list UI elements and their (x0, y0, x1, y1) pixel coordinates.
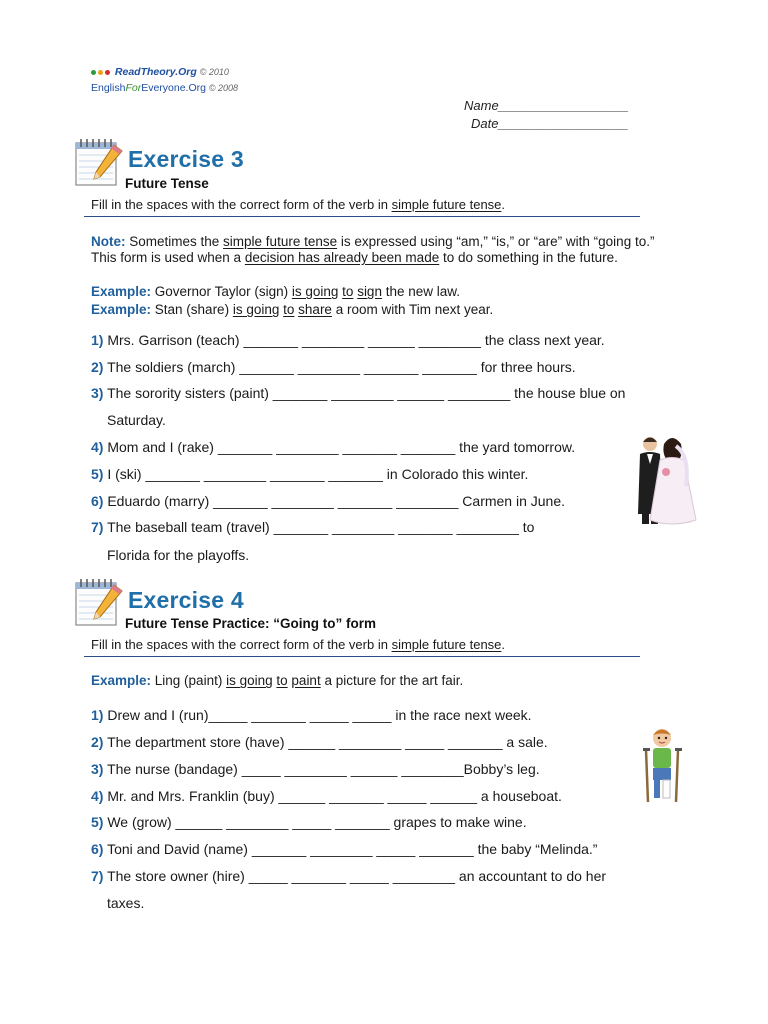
item-number: 5) (91, 814, 104, 830)
item-text: The baseball team (travel) _______ ________ _______ ________ to (103, 519, 535, 535)
note-line-1 (91, 234, 654, 250)
example-underlined: to (276, 673, 288, 688)
example-underlined: is going (291, 284, 339, 299)
example-line (91, 284, 460, 300)
item-text: Mr. and Mrs. Franklin (buy) ______ _______ _____ ______ a houseboat. (103, 788, 562, 804)
example-underlined: is going (232, 302, 280, 317)
exercise-item-continuation (107, 546, 249, 564)
instr-underlined: simple future tense (391, 637, 502, 652)
efe-copyright: © 2008 (208, 83, 239, 93)
item-text: The store owner (hire) _____ _______ _____ ________ an accountant to do her (103, 868, 607, 884)
item-number: 3) (91, 385, 104, 401)
item-text: Mrs. Garrison (teach) _______ ________ ______ ________ the class next year. (103, 332, 605, 348)
readtheory-copyright: © 2010 (199, 67, 229, 77)
instr-period: . (501, 197, 506, 212)
exercise3-rule (84, 216, 640, 217)
instr-text: Fill in the spaces with the correct form of the verb in (91, 197, 392, 212)
note-text: Sometimes the (125, 234, 224, 249)
item-number: 4) (91, 788, 104, 804)
boy-crutches-clipart (640, 726, 688, 804)
example-line (91, 673, 463, 689)
item-text: Toni and David (name) _______ ________ _____ _______ the baby “Melinda.” (103, 841, 598, 857)
item-text: The nurse (bandage) _____ ________ ______ ________Bobby’s leg. (103, 761, 540, 777)
note-line-2 (91, 250, 618, 266)
orange-dot-icon (98, 70, 103, 75)
exercise-item[interactable] (91, 706, 532, 724)
example-label: Example: (91, 284, 152, 299)
exercise4-subtitle: Future Tense Practice: “Going to” form (125, 616, 377, 631)
item-number: 2) (91, 359, 104, 375)
example-underlined: to (283, 302, 295, 317)
example-text: a picture for the art fair. (320, 673, 464, 688)
note-text: is expressed using “am,” “is,” or “are” with “going to.” (337, 234, 655, 249)
exercise-item[interactable] (91, 384, 625, 402)
item-number: 5) (91, 466, 104, 482)
item-text: I (ski) _______ ________ _______ _______ in Colorado this winter. (103, 466, 529, 482)
instr-underlined: simple future tense (391, 197, 502, 212)
notepad-pencil-icon (74, 577, 126, 627)
green-dot-icon (91, 70, 96, 75)
item-number: 2) (91, 734, 104, 750)
date-field[interactable]: Date__________________ (471, 116, 629, 131)
exercise-item-continuation (107, 411, 166, 429)
example-line (91, 302, 493, 318)
exercise4-instructions (91, 637, 505, 652)
item-number: 6) (91, 493, 104, 509)
exercise-item[interactable] (91, 492, 565, 510)
item-text: Drew and I (run)_____ _______ _____ _____ in the race next week. (103, 707, 532, 723)
exercise-item[interactable] (91, 813, 527, 831)
exercise-item[interactable] (91, 358, 576, 376)
item-number: 7) (91, 519, 104, 535)
exercise-item[interactable] (91, 465, 528, 483)
example-text: Ling (paint) (151, 673, 227, 688)
example-underlined: share (298, 302, 332, 317)
exercise-item[interactable] (91, 331, 605, 349)
item-number: 4) (91, 439, 104, 455)
item-text: The soldiers (march) _______ ________ _______ _______ for three hours. (103, 359, 576, 375)
exercise-item[interactable] (91, 438, 575, 456)
exercise-item[interactable] (91, 840, 597, 858)
note-label: Note: (91, 234, 126, 249)
example-text: a room with Tim next year. (331, 302, 494, 317)
readtheory-brand (91, 66, 229, 78)
exercise-item-continuation (107, 894, 144, 912)
example-underlined: sign (357, 284, 382, 299)
exercise-item[interactable] (91, 787, 562, 805)
exercise3-instructions (91, 197, 505, 212)
name-field[interactable]: Name__________________ (464, 98, 629, 113)
item-text: Saturday. (107, 412, 166, 428)
efe-text-for: For (125, 82, 142, 94)
item-text: Mom and I (rake) _______ ________ _______ _______ the yard tomorrow. (103, 439, 576, 455)
item-number: 6) (91, 841, 104, 857)
item-text: The sorority sisters (paint) _______ ________ ______ ________ the house blue on (103, 385, 626, 401)
note-text: to do something in the future. (439, 250, 618, 265)
item-text: The department store (have) ______ ________ _____ _______ a sale. (103, 734, 548, 750)
item-number: 3) (91, 761, 104, 777)
example-underlined: is going (226, 673, 273, 688)
wedding-couple-clipart (632, 432, 698, 526)
red-dot-icon (105, 70, 110, 75)
exercise3-title: Exercise 3 (128, 146, 244, 172)
example-text: Governor Taylor (sign) (151, 284, 292, 299)
example-text: Stan (share) (151, 302, 233, 317)
example-text: the new law. (381, 284, 460, 299)
efe-text-english: English (91, 82, 126, 94)
instr-period: . (501, 637, 506, 652)
note-text: This form is used when a (91, 250, 245, 265)
item-number: 7) (91, 868, 104, 884)
efe-brand (91, 82, 238, 94)
example-underlined: to (342, 284, 354, 299)
item-number: 1) (91, 332, 104, 348)
note-underlined: decision has already been made (244, 250, 440, 265)
note-underlined: simple future tense (223, 234, 338, 249)
exercise4-rule (84, 656, 640, 657)
exercise-item[interactable] (91, 867, 606, 885)
item-text: taxes. (107, 895, 145, 911)
item-text: Eduardo (marry) _______ ________ _______ ________ Carmen in June. (103, 493, 566, 509)
item-number: 1) (91, 707, 104, 723)
notepad-pencil-icon (74, 137, 126, 187)
item-text: Florida for the playoffs. (107, 547, 250, 563)
exercise-item[interactable] (91, 760, 540, 778)
exercise-item[interactable] (91, 518, 534, 536)
efe-text-everyone: Everyone.Org (141, 82, 206, 94)
example-label: Example: (91, 302, 152, 317)
example-label: Example: (91, 673, 152, 688)
instr-text: Fill in the spaces with the correct form of the verb in (91, 637, 392, 652)
readtheory-logo-text: ReadTheory.Org (114, 66, 197, 78)
exercise3-subtitle: Future Tense (125, 176, 209, 191)
example-underlined: paint (291, 673, 321, 688)
exercise4-title: Exercise 4 (128, 587, 244, 613)
exercise-item[interactable] (91, 733, 548, 751)
item-text: We (grow) ______ ________ _____ _______ grapes to make wine. (103, 814, 527, 830)
